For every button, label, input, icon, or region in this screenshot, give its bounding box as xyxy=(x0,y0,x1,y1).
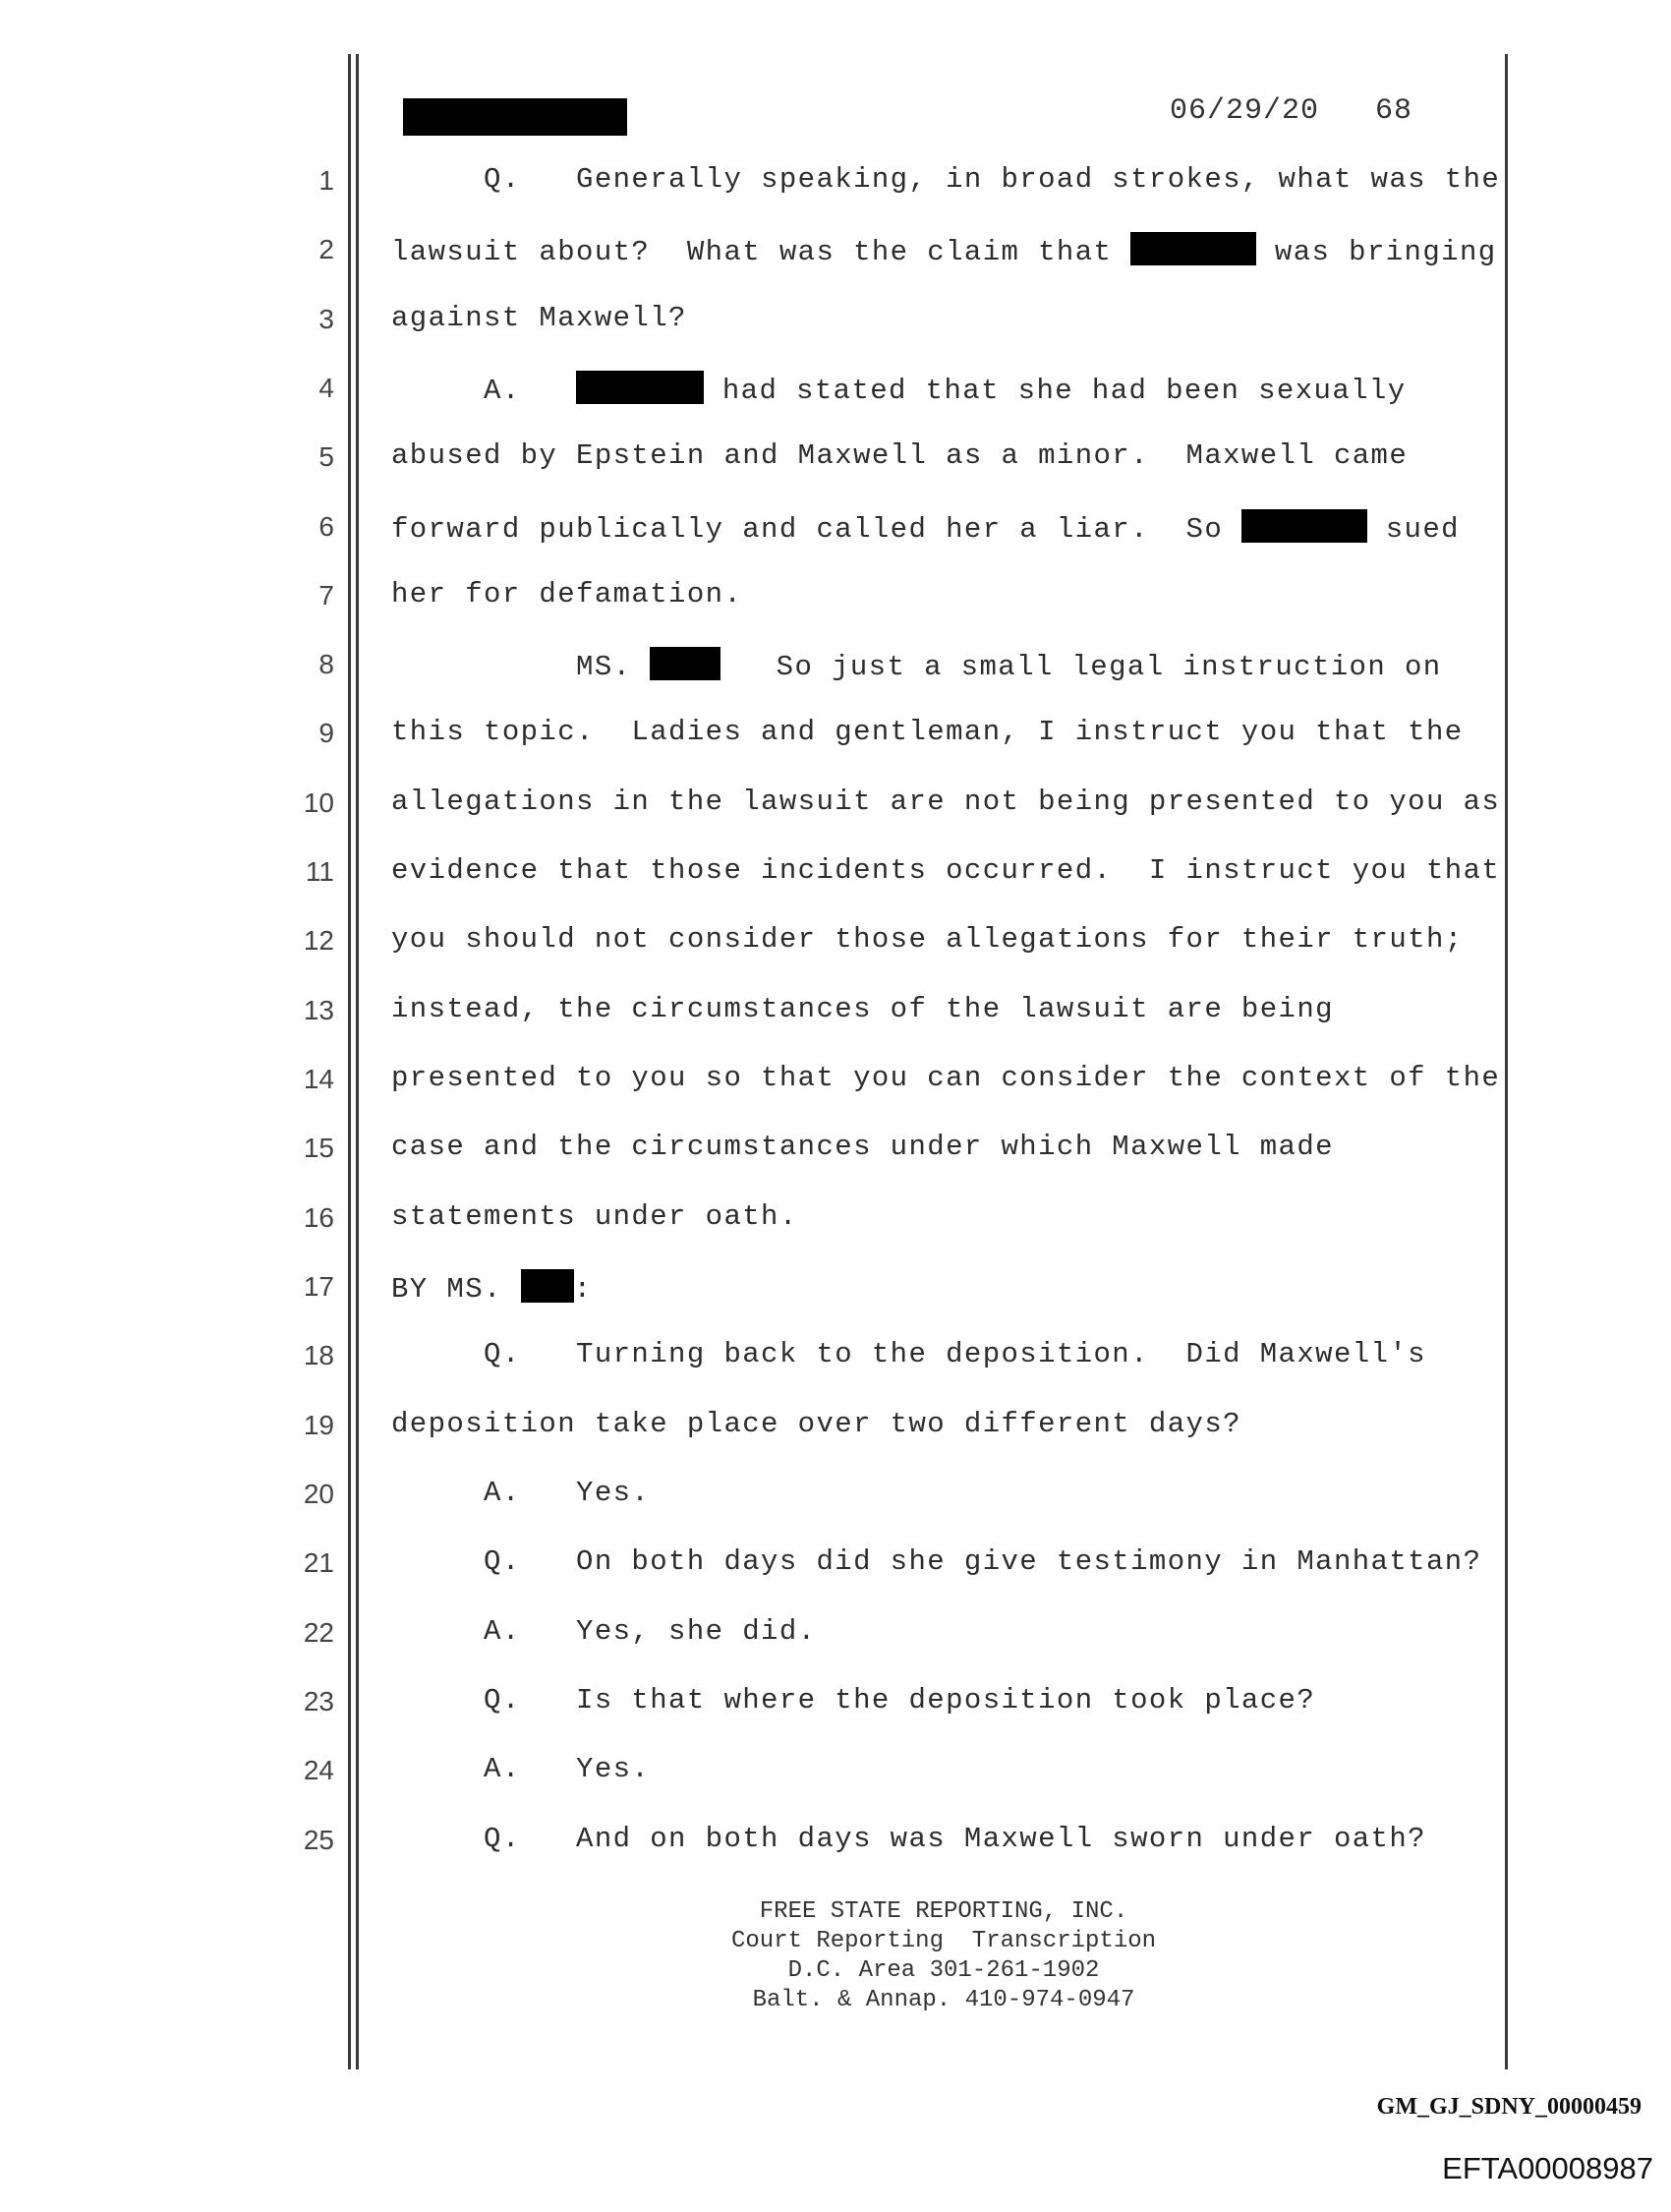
line-number: 7 xyxy=(318,580,334,611)
transcript-line xyxy=(391,509,1502,549)
transcript-line xyxy=(391,1477,1502,1516)
line-number: 8 xyxy=(318,649,334,679)
transcript-line xyxy=(391,716,1502,755)
line-number: 12 xyxy=(303,925,334,956)
transcript-line xyxy=(391,1823,1502,1862)
transcript-line xyxy=(391,439,1502,479)
line-number: 4 xyxy=(318,373,334,403)
line-text: instead, the circumstances of the lawsuit are being xyxy=(391,993,1334,1025)
line-text: forward publically and called her a liar. So xyxy=(391,513,1241,546)
line-text: A. xyxy=(391,375,577,407)
line-number: 25 xyxy=(303,1825,334,1855)
redaction-block xyxy=(521,1269,574,1303)
transcript-line xyxy=(391,923,1502,962)
line-text: allegations in the lawsuit are not being presented to you as xyxy=(391,786,1501,818)
line-text: Q. Turning back to the deposition. Did Maxwell's xyxy=(391,1338,1426,1370)
line-number: 21 xyxy=(303,1547,334,1578)
transcript-line xyxy=(391,1131,1502,1170)
line-text: evidence that those incidents occurred. I instruct you that xyxy=(391,854,1501,887)
line-number: 1 xyxy=(318,165,334,196)
line-text: Q. And on both days was Maxwell sworn under oath? xyxy=(391,1823,1426,1855)
line-text: abused by Epstein and Maxwell as a minor. Maxwell came xyxy=(391,439,1409,472)
line-text: was bringing xyxy=(1256,236,1497,268)
redaction-block xyxy=(650,647,720,680)
line-number: 9 xyxy=(318,718,334,748)
transcript-line xyxy=(391,993,1502,1032)
line-text: this topic. Ladies and gentleman, I instruct you that the xyxy=(391,716,1464,748)
line-number: 16 xyxy=(303,1202,334,1233)
line-number: 11 xyxy=(305,856,334,887)
line-number: 10 xyxy=(303,787,334,818)
transcript-line xyxy=(391,1408,1502,1447)
line-number: 6 xyxy=(318,511,334,542)
line-text: deposition take place over two different days? xyxy=(391,1408,1241,1440)
line-text: So just a small legal instruction on xyxy=(720,651,1442,683)
transcript-line xyxy=(391,786,1502,825)
transcript-line xyxy=(391,1200,1502,1240)
footer-balt-phone: Balt. & Annap. 410-974-0947 xyxy=(752,1987,1135,2013)
line-text: had stated that she had been sexually xyxy=(704,375,1407,407)
transcript-line xyxy=(391,1545,1502,1585)
line-text: BY MS. xyxy=(391,1273,521,1306)
right-margin-rule xyxy=(1505,54,1508,2069)
line-text: : xyxy=(573,1273,593,1306)
transcript-line xyxy=(391,854,1502,894)
header-redaction xyxy=(403,98,627,136)
redaction-block xyxy=(1241,509,1367,543)
line-text: MS. xyxy=(391,651,651,683)
line-text: sued xyxy=(1366,513,1460,546)
transcript-line xyxy=(391,1684,1502,1723)
line-number: 20 xyxy=(303,1479,334,1509)
transcript-line xyxy=(391,163,1502,203)
line-text: you should not consider those allegations for their truth; xyxy=(391,923,1464,956)
line-text: A. Yes, she did. xyxy=(391,1615,817,1648)
transcript-line xyxy=(391,1753,1502,1792)
line-number: 19 xyxy=(303,1410,334,1440)
line-text: presented to you so that you can consider the context of the xyxy=(391,1062,1501,1094)
line-number: 5 xyxy=(318,441,334,472)
line-text: Q. On both days did she give testimony in Manhattan? xyxy=(391,1545,1482,1578)
line-number: 18 xyxy=(303,1340,334,1370)
line-number: 17 xyxy=(303,1271,334,1302)
line-number: 15 xyxy=(303,1133,334,1163)
line-number: 23 xyxy=(303,1686,334,1717)
line-text: case and the circumstances under which Maxwell made xyxy=(391,1131,1334,1163)
left-margin-rule-outer xyxy=(348,54,351,2069)
line-text: Q. Is that where the deposition took place? xyxy=(391,1684,1316,1717)
line-number: 3 xyxy=(318,304,334,334)
reporter-footer xyxy=(590,1897,1297,2015)
efta-number: EFTA00008987 xyxy=(1442,2151,1653,2185)
transcript-line xyxy=(391,647,1502,686)
footer-dc-phone: D.C. Area 301-261-1902 xyxy=(787,1957,1100,1984)
bates-number: GM_GJ_SDNY_00000459 xyxy=(1376,2094,1642,2120)
footer-company: FREE STATE REPORTING, INC. xyxy=(759,1898,1128,1925)
line-text: Q. Generally speaking, in broad strokes, what was the xyxy=(391,163,1501,196)
header-date: 06/29/20 xyxy=(1170,94,1320,128)
line-text: statements under oath. xyxy=(391,1200,798,1233)
line-text: A. Yes. xyxy=(391,1753,651,1785)
line-text: A. Yes. xyxy=(391,1477,651,1509)
line-number: 2 xyxy=(318,234,334,264)
footer-services: Court Reporting Transcription xyxy=(730,1928,1157,1954)
redaction-block xyxy=(1130,232,1256,265)
line-number: 13 xyxy=(303,995,334,1025)
transcript-line xyxy=(391,1338,1502,1377)
line-text: lawsuit about? What was the claim that xyxy=(391,236,1131,268)
left-margin-rule-inner xyxy=(356,54,359,2069)
page-header xyxy=(1170,94,1425,128)
line-text: against Maxwell? xyxy=(391,302,687,334)
line-number: 22 xyxy=(303,1617,334,1648)
line-number: 24 xyxy=(303,1755,334,1785)
line-text: her for defamation. xyxy=(391,578,743,611)
transcript-line xyxy=(391,1062,1502,1101)
page-number: 68 xyxy=(1375,94,1413,128)
transcript-line xyxy=(391,578,1502,617)
transcript-line xyxy=(391,1615,1502,1655)
transcript-line xyxy=(391,1269,1502,1309)
transcript-line xyxy=(391,302,1502,341)
line-number: 14 xyxy=(303,1064,334,1094)
transcript-line xyxy=(391,371,1502,410)
transcript-line xyxy=(391,232,1502,271)
redaction-block xyxy=(576,371,704,404)
